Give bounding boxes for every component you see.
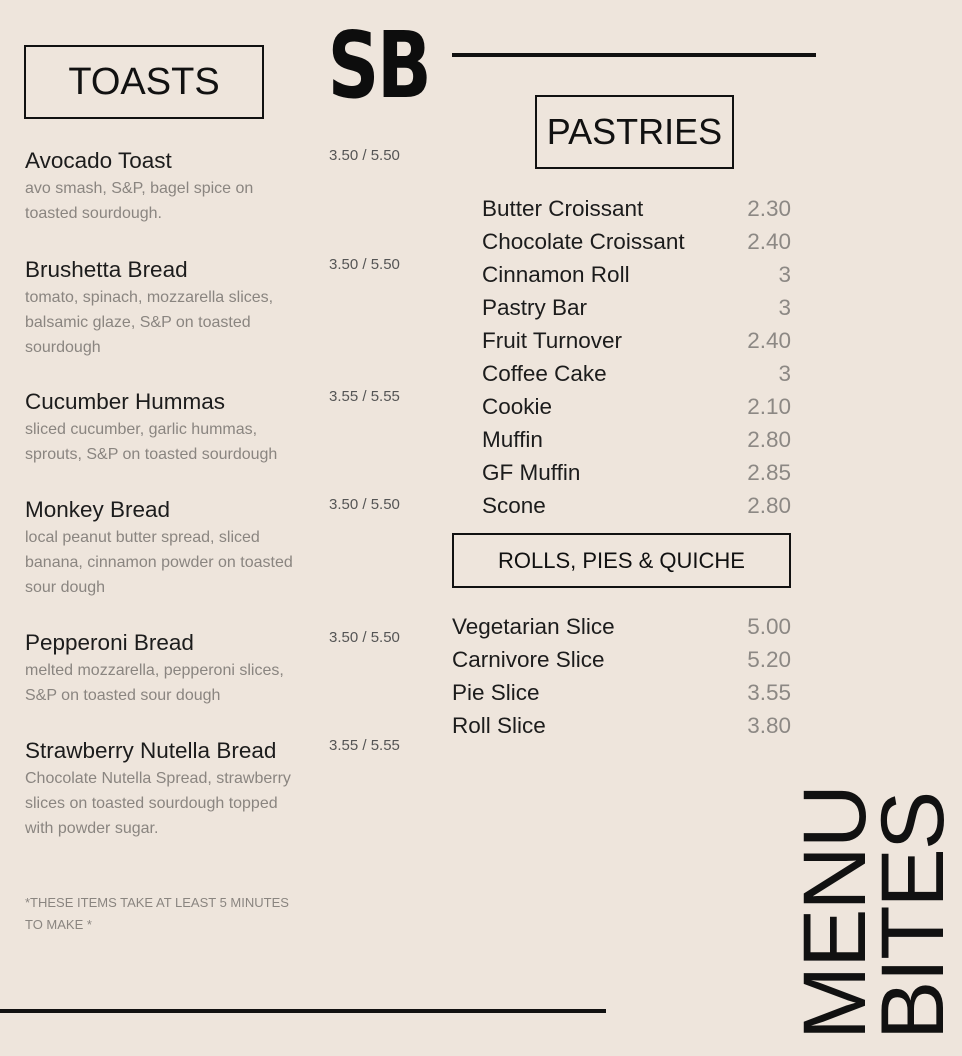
pastry-item-name: Cookie [482,394,553,419]
toast-item-price: 3.50 / 5.50 [329,629,400,646]
side-title-line-bites: BITES [862,792,962,1040]
rolls-item-price: 5.00 [747,614,791,639]
rolls-item [452,709,791,742]
rolls-item-price: 3.55 [747,680,791,705]
pastry-item [482,258,791,291]
pastry-item-price: 3 [778,295,791,320]
pastry-item-name: Pastry Bar [482,295,588,320]
toast-item-price: 3.55 / 5.55 [329,388,400,405]
toast-item-avocado [25,146,425,226]
pastry-item-price: 2.40 [747,328,791,353]
top-right-rule [452,53,816,57]
toast-item-name: Avocado Toast [25,148,172,173]
toast-item-price: 3.50 / 5.50 [329,256,400,273]
pastry-item [482,324,791,357]
pastry-item-name: Scone [482,493,546,518]
pastry-item-price: 2.80 [747,493,791,518]
pastry-item [482,456,791,489]
toast-item-desc: avo smash, S&P, bagel spice on toasted sourdough. [25,180,254,222]
pastry-item-price: 2.40 [747,229,791,254]
rolls-item-price: 5.20 [747,647,791,672]
toast-item-cucumber [25,387,425,467]
pastry-item [482,390,791,423]
rolls-item [452,676,791,709]
toast-item-name: Pepperoni Bread [25,630,194,655]
logo: SB [327,12,430,119]
rolls-item [452,610,791,643]
pastry-item-name: Muffin [482,427,543,452]
rolls-item [452,643,791,676]
pastry-item [482,357,791,390]
toast-prep-note: *THESE ITEMS TAKE AT LEAST 5 MINUTES TO MAKE * [25,895,289,932]
side-title-line-menu: MENU [784,785,884,1040]
pastry-item [482,192,791,225]
toast-item-pepperoni [25,628,425,708]
pastry-item-name: Coffee Cake [482,361,607,386]
pastry-item [482,423,791,456]
toast-item-name: Strawberry Nutella Bread [25,738,277,763]
toast-item-monkey [25,495,425,600]
pastry-item [482,225,791,258]
pastry-item-name: GF Muffin [482,460,581,485]
rolls-item-name: Vegetarian Slice [452,614,615,639]
pastry-item-price: 2.30 [747,196,791,221]
bites-menu-title [784,785,962,1040]
toast-item-price: 3.50 / 5.50 [329,147,400,164]
pastry-item-price: 3 [778,262,791,287]
toast-item-price: 3.50 / 5.50 [329,496,400,513]
pastry-item-price: 2.80 [747,427,791,452]
bottom-rule [0,1009,606,1013]
pastry-item [482,291,791,324]
pastry-item-name: Fruit Turnover [482,328,623,353]
toast-item-desc: Chocolate Nutella Spread, strawberry slices on toasted sourdough topped with powder sugar. [25,770,291,837]
pastry-item-name: Cinnamon Roll [482,262,630,287]
toast-item-brushetta [25,255,425,360]
toast-item-name: Brushetta Bread [25,257,188,282]
pastry-item-name: Butter Croissant [482,196,644,221]
toast-item-desc: local peanut butter spread, sliced banana, cinnamon powder on toasted sour dough [25,529,293,596]
pastry-item-price: 2.85 [747,460,791,485]
rolls-item-price: 3.80 [747,713,791,738]
toast-item-desc: sliced cucumber, garlic hummas, sprouts, S&P on toasted sourdough [25,421,278,463]
rolls-item-name: Carnivore Slice [452,647,605,672]
pastries-header: PASTRIES [535,95,734,169]
pastry-item-price: 2.10 [747,394,791,419]
toast-item-desc: melted mozzarella, pepperoni slices, S&P on toasted sour dough [25,662,284,704]
toast-item-strawberry-nutella [25,736,425,841]
pastry-item-name: Chocolate Croissant [482,229,685,254]
toast-item-name: Cucumber Hummas [25,389,226,414]
pastry-item-price: 3 [778,361,791,386]
toast-item-price: 3.55 / 5.55 [329,737,400,754]
rolls-item-name: Pie Slice [452,680,540,705]
toast-item-desc: tomato, spinach, mozzarella slices, balsamic glaze, S&P on toasted sourdough [25,289,274,356]
rolls-item-name: Roll Slice [452,713,546,738]
toasts-header: TOASTS [24,45,264,119]
rolls-pies-quiche-header: ROLLS, PIES & QUICHE [452,533,791,588]
pastry-item [482,489,791,522]
toast-item-name: Monkey Bread [25,497,171,522]
